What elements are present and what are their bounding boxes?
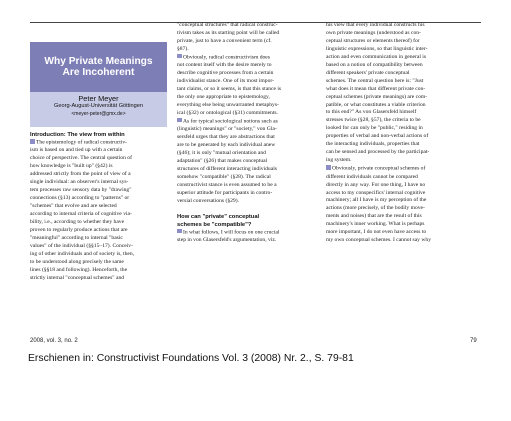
text-line: what does it mean that different private con- [326, 85, 426, 92]
text-line: Obviously, radical constructivism does [177, 54, 315, 62]
text-line: more important, I do not even have access to [326, 229, 427, 236]
text-line: ceptual structures or elements thereof) for [326, 37, 420, 44]
text-line: adaptation" (§26) that makes conceptual [177, 158, 268, 165]
text-line: his view that every individual constructs his [326, 22, 425, 28]
text-line: based on a notion of compatibility between [326, 61, 423, 68]
text-line: tem processes raw sensory data by "drawing" [30, 187, 132, 194]
author-affiliation: Georg-August-Universität Göttingen [54, 103, 143, 109]
text-line: machinery; all I have is my perception of the [326, 197, 427, 204]
paragraph-marker-icon [326, 165, 331, 170]
text-line: Obviously, private conceptual schemes of [326, 165, 482, 173]
text-line: not content itself with the desire merely to [177, 62, 272, 69]
paragraph-marker-icon [177, 118, 182, 123]
text-line: superior attitude for participants in contro- [177, 190, 273, 197]
paragraph-marker-icon [177, 54, 182, 59]
text-line: ical (§32) or ontological (§31) commitments. [177, 109, 278, 116]
text-line: ceptual schemes (private meanings) are com- [326, 93, 428, 100]
text-line: connections (§13) according to "patterns" or [30, 195, 130, 202]
text-line: tant claims, or so it seems, is that this stance is [177, 86, 282, 93]
text-line: The epistemology of radical constructiv- [30, 139, 168, 147]
paragraph-marker-icon [177, 229, 182, 234]
text-line: "schemes" that evolve and are selected [30, 203, 117, 210]
text-line: looked for can only be "public," residing in [326, 125, 423, 132]
text-line: ments and noises) that are the result of this [326, 213, 422, 220]
footer-journal-info: 2008, vol. 3, no. 2 [30, 338, 78, 344]
text-line: private, just to have a convenient term (cf. [177, 37, 272, 44]
text-line: In what follows, I will focus on one crucial [177, 229, 315, 237]
text-line: stresses twice (§28, §57), the criteria to be [326, 117, 421, 124]
text-line: describe cognitive processes from a certain [177, 70, 274, 77]
text-line: (linguistic) meanings" or "society," von Gla- [177, 126, 277, 133]
text-line: bility, i.e., according to whether they have [30, 219, 125, 226]
text-line: different individuals cannot be compared [326, 173, 418, 180]
text-line: addressed strictly from the point of view of a [30, 171, 131, 178]
text-line: to this end?" As von Glasersfeld himself [326, 109, 417, 116]
text-line: to be understood along precisely the same [30, 258, 124, 265]
paragraph-marker-icon [30, 139, 35, 144]
footer-page-number: 79 [470, 338, 477, 344]
text-line: can be sensed and processed by the participat- [326, 149, 430, 156]
text-line: ism is based on and tied up with a certain [30, 147, 123, 154]
text-line: step in von Glasersfeld's argumentation, viz. [177, 237, 277, 244]
text-line: different speakers' private conceptual [326, 69, 410, 76]
source-caption: Erschienen in: Constructivist Foundations Vol. 3 (2008) Nr. 2., S. 79-81 [28, 353, 354, 364]
text-line: according to internal criteria of cognitive via- [30, 211, 132, 218]
text-line: choice of perspective. The central question of [30, 155, 132, 162]
text-line: how knowledge is "built up" (§42) is [30, 163, 113, 170]
text-line: are to be generated by each individual anew [177, 142, 276, 149]
text-line: individualist stance. One of its most impor- [177, 78, 274, 85]
author-block [30, 92, 167, 127]
title-line-2: Are Incoherent [62, 67, 135, 78]
text-line: strictly internal "conceptual schemes" and [30, 274, 125, 281]
author-email: <meyer-peter@gmx.de> [71, 110, 126, 117]
text-line: ing of other individuals and of society is, then, [30, 250, 135, 257]
text-line: values" of the individual (§§15–17). Conceiv- [30, 242, 133, 249]
text-line: (§46); it is only "mutual orientation and [177, 150, 266, 157]
text-line: "meaningful" according to internal "basic [30, 234, 123, 241]
text-line: action and even communication in general is [326, 53, 427, 60]
text-line: directly in any way. For one thing, I have no [326, 181, 426, 188]
text-line: own private meanings (understood as con- [326, 29, 421, 36]
text-line: proven to regularly produce actions that are [30, 226, 128, 233]
text-line: everything else being unwarranted metaphys- [177, 102, 279, 109]
text-line: actions (more precisely, of the bodily move- [326, 205, 425, 212]
text-line: §87). [177, 45, 189, 52]
text-column-2 [177, 22, 315, 245]
text-line: somehow "compatible" (§28). The radical [177, 174, 271, 181]
title-banner [30, 42, 167, 92]
text-column-3 [326, 22, 482, 245]
text-line: tivism takes as its starting point will be called [177, 29, 280, 36]
title-line-1: Why Private Meanings [44, 55, 153, 67]
text-line: versial conversations (§29). [177, 197, 239, 204]
text-line: patible, or what constitutes a viable criterion [326, 101, 426, 108]
text-line: As for typical sociological notions such as [177, 118, 315, 126]
article-title [44, 56, 152, 79]
text-line: sersfeld urges that they are abstractions that [177, 134, 275, 141]
text-line: ing system. [326, 157, 352, 164]
section-heading-compatibility: How can "private" conceptual schemes be "compatible"? [177, 213, 260, 228]
text-line: the only one appropriate to epistemology, [177, 94, 270, 101]
text-line: lines (§§18 and following). Henceforth, the [30, 266, 128, 273]
text-column-1 [30, 131, 168, 283]
text-line: properties of verbal and non-verbal actions of [326, 133, 429, 140]
text-line: structures of different interacting individuals [177, 166, 277, 173]
section-heading-introduction: Introduction: The view from within [30, 132, 125, 138]
text-line: the interacting individuals, properties that [326, 141, 420, 148]
text-line: schemes. The central question here is: "Just [326, 77, 424, 84]
text-line: my own conceptual schemes. I cannot say why [326, 237, 432, 244]
text-line: access to my conspecifics' internal cognitive [326, 189, 426, 196]
author-name: Peter Meyer [78, 94, 119, 103]
text-line: linguistic expressions, so that linguistic inter- [326, 45, 428, 52]
text-line: machinery's inner working. What is perhaps [326, 221, 425, 228]
text-line: single individual: an observer's internal sys- [30, 179, 129, 186]
text-line: constructivist stance is even assumed to be a [177, 182, 277, 189]
text-line: "conceptual structures" that radical construc- [177, 22, 278, 28]
